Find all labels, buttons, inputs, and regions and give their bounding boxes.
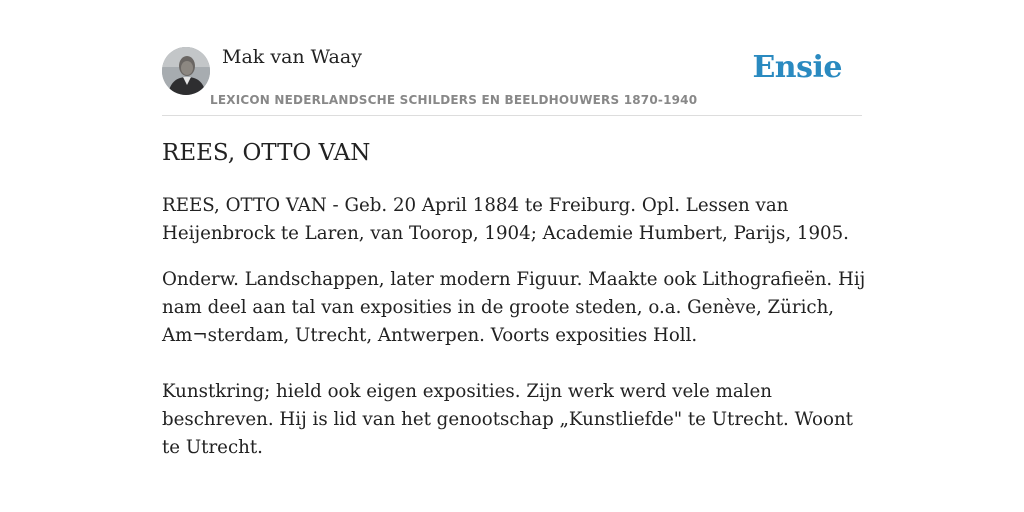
article-body bbox=[162, 192, 867, 462]
author-avatar[interactable] bbox=[162, 47, 210, 95]
source-title[interactable]: LEXICON NEDERLANDSCHE SCHILDERS EN BEELDHOUWERS 1870-1940 bbox=[210, 93, 698, 107]
page-header bbox=[162, 46, 862, 116]
ensie-logo[interactable]: Ensie bbox=[752, 50, 842, 85]
article-title: REES, OTTO VAN bbox=[162, 140, 371, 166]
article-paragraph: Kunstkring; hield ook eigen exposities. Zijn werk werd vele malen beschreven. Hij is lid van het genootschap „Kunstliefde" te Utrecht. Woont te Utrecht. bbox=[162, 381, 853, 458]
article-paragraph: Onderw. Landschappen, later modern Figuur. Maakte ook Lithografieën. Hij nam deel aan tal van exposities in de groote steden, o.a. Genève, Zürich, Am¬sterdam, Utrecht, Antwerpen. Voorts exposities Holl. bbox=[162, 269, 866, 346]
author-name[interactable]: Mak van Waay bbox=[222, 46, 362, 68]
article-paragraph: REES, OTTO VAN - Geb. 20 April 1884 te Freiburg. Opl. Lessen van Heijenbrock te Laren, van Toorop, 1904; Academie Humbert, Parijs, 1905. bbox=[162, 195, 849, 244]
portrait-icon bbox=[162, 47, 210, 95]
